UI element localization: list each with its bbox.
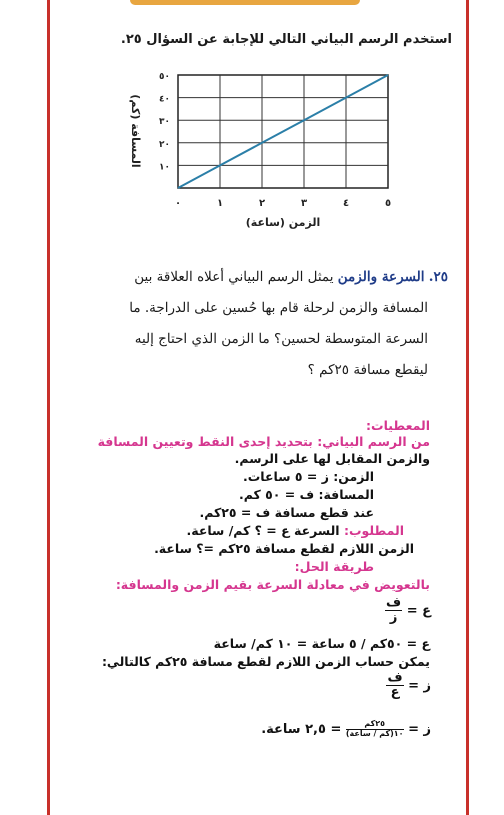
question-line-1 xyxy=(48,262,448,293)
instruction-text: استخدم الرسم البياني التالي للإجابة عن السؤال ٢٥. xyxy=(120,32,452,47)
page-border-left xyxy=(47,0,50,815)
x-tick-label: ٤ xyxy=(342,198,350,209)
required-text: السرعة ع = ؟ كم/ ساعة. xyxy=(186,523,340,538)
formula-speed-fraction xyxy=(385,596,402,626)
question-25 xyxy=(48,262,448,386)
x-tick-label: ١ xyxy=(216,198,224,209)
y-tick-label: ٢٠ xyxy=(159,139,170,150)
x-tick-label: ٥ xyxy=(384,198,392,209)
formula-result-value: = ٢,٥ ساعة. xyxy=(261,721,342,737)
formula-speed-den: ز xyxy=(389,610,398,626)
x-tick-label: ٣ xyxy=(300,198,308,209)
formula-speed-left: ع = xyxy=(406,603,431,619)
x-tick-label: ٢ xyxy=(258,198,266,209)
question-number: ٢٥. xyxy=(428,269,448,285)
question-heading: السرعة والزمن xyxy=(337,269,425,285)
x-axis-label: الزمن (ساعة) xyxy=(245,216,321,229)
formula-result-num: ٢٥كم xyxy=(346,720,404,730)
formula-time xyxy=(386,671,431,701)
formula-time-fraction xyxy=(386,671,403,701)
y-tick-label: ١٠ xyxy=(159,162,170,173)
formula-time-left: ز = xyxy=(408,678,431,694)
x-tick-labels xyxy=(175,198,391,209)
question-line-3: السرعة المتوسطة لحسين؟ ما الزمن الذي احتاج إليه xyxy=(134,331,428,347)
x-tick-label: ٠ xyxy=(174,198,182,209)
formula-time-result xyxy=(261,720,431,739)
formula-speed xyxy=(385,596,431,626)
formula-result-den: ١٠(كم / ساعة) xyxy=(345,728,404,738)
formula-time-num: ف xyxy=(387,670,403,685)
y-tick-labels xyxy=(159,72,170,172)
question-line-2: المسافة والزمن لرحلة قام بها حُسين على الدراجة. ما xyxy=(129,300,428,316)
from-graph-continued: والزمن المقابل لها على الرسم. xyxy=(234,451,430,466)
time-given: الزمن: ز = ٥ ساعات. xyxy=(243,469,374,484)
compute-time-line: يمكن حساب الزمن اللازم لقطع مسافة ٢٥كم كالتالي: xyxy=(101,654,430,669)
y-tick-label: ٥٠ xyxy=(159,72,170,82)
time-required: الزمن اللازم لقطع مسافة ٢٥كم =؟ ساعة. xyxy=(154,541,414,556)
page-border-right xyxy=(466,0,469,815)
y-tick-label: ٤٠ xyxy=(159,94,170,105)
from-graph-line xyxy=(98,434,430,449)
substitution-line: بالتعويض في معادلة السرعة بقيم الزمن والمسافة: xyxy=(115,577,430,592)
required-label: المطلوب: xyxy=(343,523,404,538)
y-axis-label: المسافة (كم) xyxy=(129,94,142,168)
formula-speed-num: ف xyxy=(386,595,402,610)
distance-cut: عند قطع مسافة ف = ٢٥كم. xyxy=(199,505,374,520)
method-title: طريقة الحل: xyxy=(294,559,374,574)
distance-time-chart xyxy=(80,60,410,240)
question-text-1: يمثل الرسم البياني أعلاه العلاقة بين xyxy=(134,269,334,285)
distance-given: المسافة: ف = ٥٠ كم. xyxy=(238,487,374,502)
y-tick-label: ٣٠ xyxy=(159,117,170,128)
formula-time-den: ع xyxy=(390,685,400,701)
question-line-4: ليقطع مسافة ٢٥كم ؟ xyxy=(307,362,428,378)
required-line xyxy=(186,523,404,538)
givens-title: المعطيات: xyxy=(366,418,430,433)
from-graph-label: من الرسم البياني: xyxy=(317,434,430,449)
speed-calculation: ع = ٥٠كم / ٥ ساعة = ١٠ كم/ ساعة xyxy=(213,636,430,651)
from-graph-text: بتحديد إحدى النقط وتعيين المسافة xyxy=(97,434,313,449)
page-top-tab xyxy=(130,0,360,5)
formula-result-left: ز = xyxy=(408,721,431,737)
formula-result-fraction xyxy=(346,720,404,739)
